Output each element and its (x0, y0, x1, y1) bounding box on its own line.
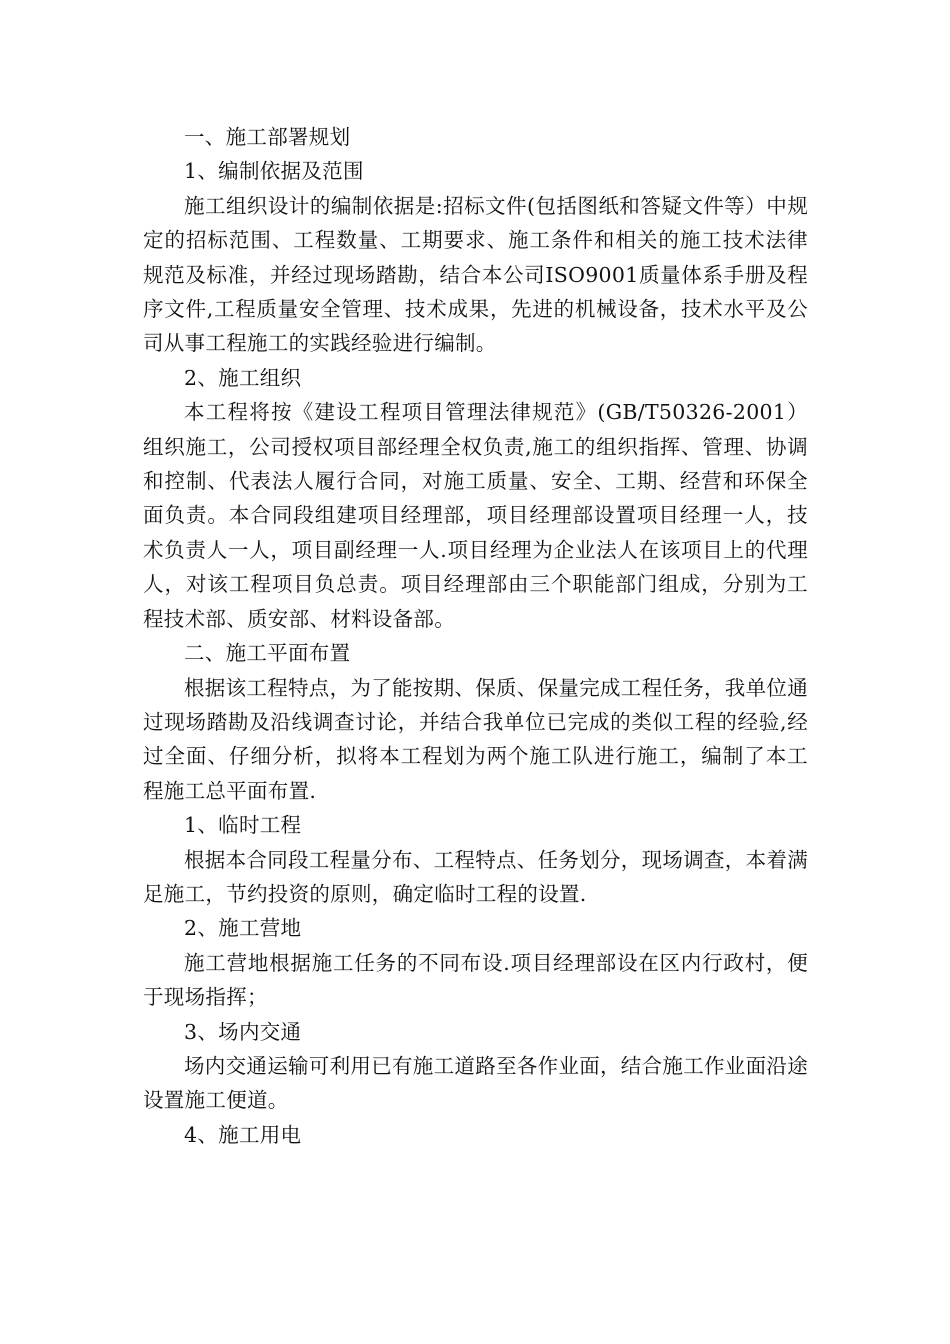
body-paragraph: 施工组织设计的编制依据是:招标文件(包括图纸和答疑文件等）中规定的招标范围、工程数量、工期要求、施工条件和相关的施工技术法律规范及标准，并经过现场踏勘，结合本公司ISO9001质量体系手册及程序文件,工程质量安全管理、技术成果，先进的机械设备，技术水平及公司从事工程施工的实践经验进行编制。 (143, 193, 808, 356)
subsection-heading: 1、编制依据及范围 (184, 159, 364, 184)
subsection-heading: 1、临时工程 (184, 813, 302, 838)
subsection-heading: 4、施工用电 (184, 1122, 302, 1147)
subsection-heading: 2、施工组织 (184, 365, 302, 390)
section-heading: 二、施工平面布置 (184, 641, 351, 666)
subsection-heading: 2、施工营地 (184, 916, 302, 941)
body-paragraph: 场内交通运输可利用已有施工道路至各作业面，结合施工作业面沿途设置施工便道。 (143, 1053, 808, 1113)
body-paragraph: 根据该工程特点，为了能按期、保质、保量完成工程任务，我单位通过现场踏勘及沿线调查讨论，并结合我单位已完成的类似工程的经验,经过全面、仔细分析，拟将本工程划为两个施工队进行施工，编制了本工程施工总平面布置. (143, 675, 808, 803)
body-paragraph: 本工程将按《建设工程项目管理法律规范》(GB/T50326-2001）组织施工，公司授权项目部经理全权负责,施工的组织指挥、管理、协调和控制、代表法人履行合同，对施工质量、安全、工期、经营和环保全面负责。本合同段组建项目经理部，项目经理部设置项目经理一人，技术负责人一人，项目副经理一人.项目经理为企业法人在该项目上的代理人，对该工程项目负总责。项目经理部由三个职能部门组成，分别为工程技术部、质安部、材料设备部。 (143, 400, 808, 631)
body-paragraph: 施工营地根据施工任务的不同布设.项目经理部设在区内行政村，便于现场指挥； (143, 950, 808, 1010)
section-heading: 一、施工部署规划 (184, 125, 351, 149)
body-paragraph: 根据本合同段工程量分布、工程特点、任务划分，现场调查，本着满足施工，节约投资的原则，确定临时工程的设置. (143, 847, 808, 906)
document-body (143, 120, 808, 1152)
subsection-heading: 3、场内交通 (184, 1019, 302, 1044)
